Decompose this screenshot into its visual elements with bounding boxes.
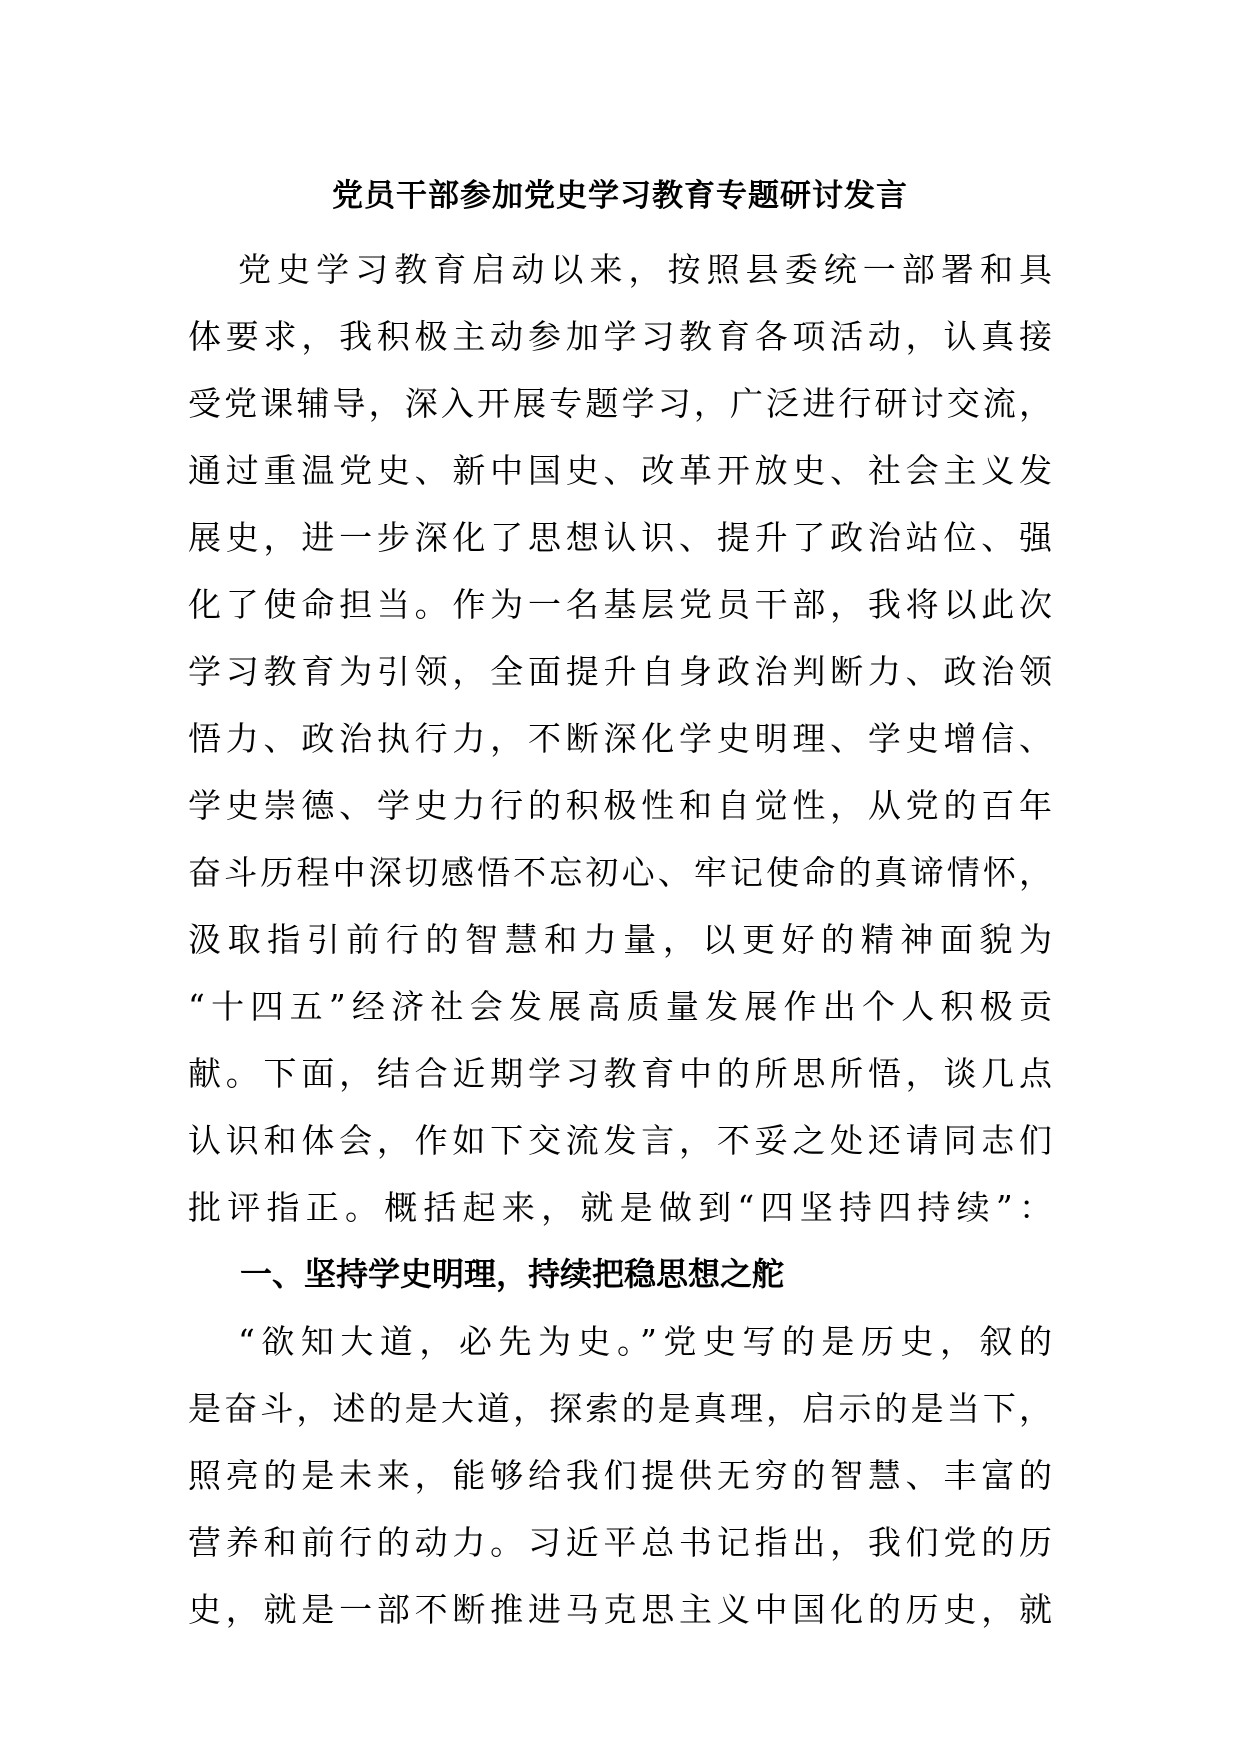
paragraph-line: 学史崇德、学史力行的积极性和自觉性，从党的百年 — [188, 786, 1052, 825]
paragraph-line: 通过重温党史、新中国史、改革开放史、社会主义发 — [188, 451, 1052, 490]
paragraph-line: 认识和体会，作如下交流发言，不妥之处还请同志们 — [188, 1121, 1052, 1160]
paragraph-section-1 — [188, 1308, 1052, 1643]
paragraph-line: 学习教育为引领，全面提升自身政治判断力、政治领 — [188, 652, 1052, 691]
document-title: 党员干部参加党史学习教育专题研讨发言 — [332, 178, 908, 214]
paragraph-line: “欲知大道，必先为史。”党史写的是历史，叙的 — [238, 1322, 1052, 1361]
section-heading: 一、坚持学史明理，持续把稳思想之舵 — [240, 1255, 785, 1293]
paragraph-line: 化了使命担当。作为一名基层党员干部，我将以此次 — [188, 585, 1052, 624]
document-body — [188, 236, 1052, 1643]
paragraph-line: 史，就是一部不断推进马克思主义中国化的历史，就 — [188, 1590, 1052, 1629]
paragraph-line: 营养和前行的动力。习近平总书记指出，我们党的历 — [188, 1523, 1052, 1562]
paragraph-line: 体要求，我积极主动参加学习教育各项活动，认真接 — [188, 317, 1052, 356]
paragraph-line: 献。下面，结合近期学习教育中的所思所悟，谈几点 — [188, 1054, 1052, 1093]
paragraph-line: 汲取指引前行的智慧和力量，以更好的精神面貌为 — [188, 920, 1052, 959]
paragraph-line: 奋斗历程中深切感悟不忘初心、牢记使命的真谛情怀， — [188, 853, 1052, 892]
paragraph-intro — [188, 236, 1052, 1241]
paragraph-line: 照亮的是未来，能够给我们提供无穷的智慧、丰富的 — [188, 1456, 1052, 1495]
paragraph-line: 展史，进一步深化了思想认识、提升了政治站位、强 — [188, 518, 1052, 557]
paragraph-line: 悟力、政治执行力，不断深化学史明理、学史增信、 — [188, 719, 1052, 758]
paragraph-line: 受党课辅导，深入开展专题学习，广泛进行研讨交流， — [188, 384, 1052, 423]
paragraph-line: 批评指正。概括起来，就是做到“四坚持四持续”： — [188, 1188, 1052, 1227]
paragraph-line: 是奋斗，述的是大道，探索的是真理，启示的是当下， — [188, 1389, 1052, 1428]
paragraph-line: 党史学习教育启动以来，按照县委统一部署和具 — [238, 250, 1052, 289]
paragraph-line: “十四五”经济社会发展高质量发展作出个人积极贡 — [188, 987, 1052, 1026]
